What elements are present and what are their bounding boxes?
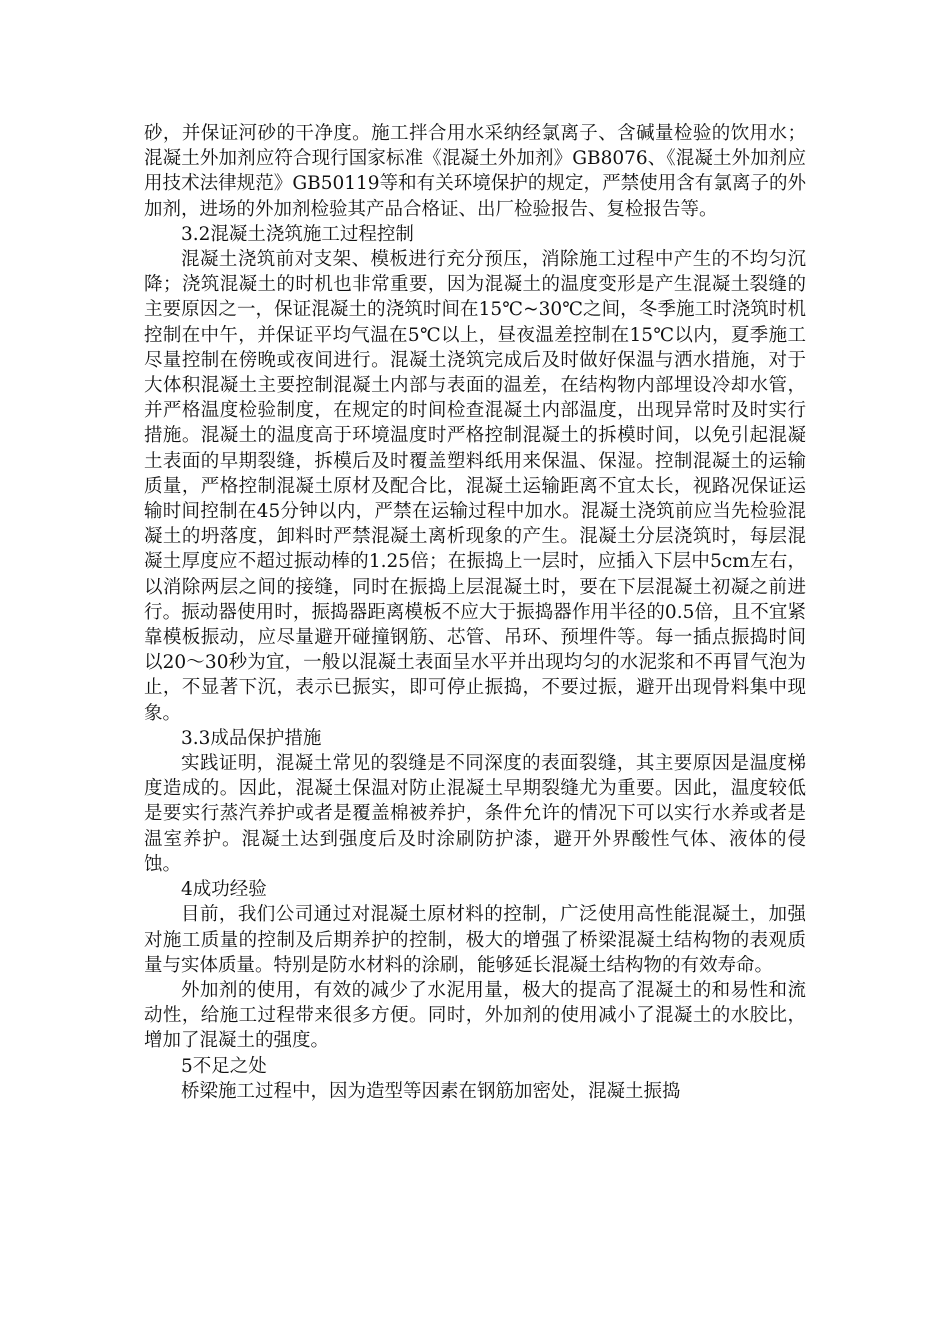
document-body bbox=[144, 121, 806, 1104]
section-heading-3-3: 3.3成品保护措施 bbox=[181, 727, 322, 749]
section-heading-3-2: 3.2混凝土浇筑施工过程控制 bbox=[181, 223, 414, 245]
section-heading-4: 4成功经验 bbox=[181, 879, 267, 901]
paragraph-experience-1: 目前，我们公司通过对混凝土原材料的控制，广泛使用高性能混凝土，加强对施工质量的控制及后期养护的控制，极大的增强了桥梁混凝土结构物的表观质量与实体质量。特别是防水材料的涂刷，能够延长混凝土结构物的有效寿命。 bbox=[144, 904, 806, 976]
paragraph-materials: 砂，并保证河砂的干净度。施工拌合用水采纳经氯离子、含碱量检验的饮用水；混凝土外加剂应符合现行国家标准《混凝土外加剂》GB8076、《混凝土外加剂应用技术法律规范》GB50119等和有关环境保护的规定，严禁使用含有氯离子的外加剂，进场的外加剂检验其产品合格证、出厂检验报告、复检报告等。 bbox=[144, 123, 806, 220]
section-heading-5: 5不足之处 bbox=[181, 1055, 267, 1077]
paragraph-shortcomings: 桥梁施工过程中，因为造型等因素在钢筋加密处，混凝土振捣 bbox=[181, 1080, 681, 1102]
paragraph-experience-2: 外加剂的使用，有效的减少了水泥用量，极大的提高了混凝土的和易性和流动性，给施工过程带来很多方便。同时，外加剂的使用减小了混凝土的水胶比，增加了混凝土的强度。 bbox=[144, 979, 806, 1052]
paragraph-pouring-control: 混凝土浇筑前对支架、模板进行充分预压，消除施工过程中产生的不均匀沉降；浇筑混凝土的时机也非常重要，因为混凝土的温度变形是产生混凝土裂缝的主要原因之一，保证混凝土的浇筑时间在15℃~30℃之间，冬季施工时浇筑时机控制在中午，并保证平均气温在5℃以上，昼夜温差控制在15℃以内，夏季施工尽量控制在傍晚或夜间进行。混凝土浇筑完成后及时做好保温与洒水措施，对于大体积混凝土主要控制混凝土内部与表面的温差，在结构物内部埋设冷却水管，并严格温度检验制度，在规定的时间检查混凝土内部温度，出现异常时及时实行措施。混凝土的温度高于环境温度时严格控制混凝土的拆模时间，以免引起混凝土表面的早期裂缝，拆模后及时覆盖塑料纸用来保温、保湿。控制混凝土的运输质量，严格控制混凝土原材及配合比，混凝土运输距离不宜太长，视路况保证运输时间控制在45分钟以内，严禁在运输过程中加水。混凝土浇筑前应当先检验混凝土的坍落度，卸料时严禁混凝土离析现象的产生。混凝土分层浇筑时，每层混凝土厚度应不超过振动棒的1.25倍；在振捣上一层时，应插入下层中5cm左右，以消除两层之间的接缝，同时在振捣上层混凝土时，要在下层混凝土初凝之前进行。振动器使用时，振捣器距离模板不应大于振捣器作用半径的0.5倍，且不宜紧靠模板振动，应尽量避开碰撞钢筋、芯管、吊环、预埋件等。每一插点振捣时间以20～30秒为宜，一般以混凝土表面呈水平并出现均匀的水泥浆和不再冒气泡为止，不显著下沉，表示已振实，即可停止振捣，不要过振，避开出现骨料集中现象。 bbox=[144, 249, 806, 724]
paragraph-protection: 实践证明，混凝土常见的裂缝是不同深度的表面裂缝，其主要原因是温度梯度造成的。因此，混凝土保温对防止混凝土早期裂缝尤为重要。因此，温度较低是要实行蒸汽养护或者是覆盖棉被养护，条件允许的情况下可以实行水养或者是温室养护。混凝土达到强度后及时涂刷防护漆，避开外界酸性气体、液体的侵蚀。 bbox=[144, 753, 806, 875]
